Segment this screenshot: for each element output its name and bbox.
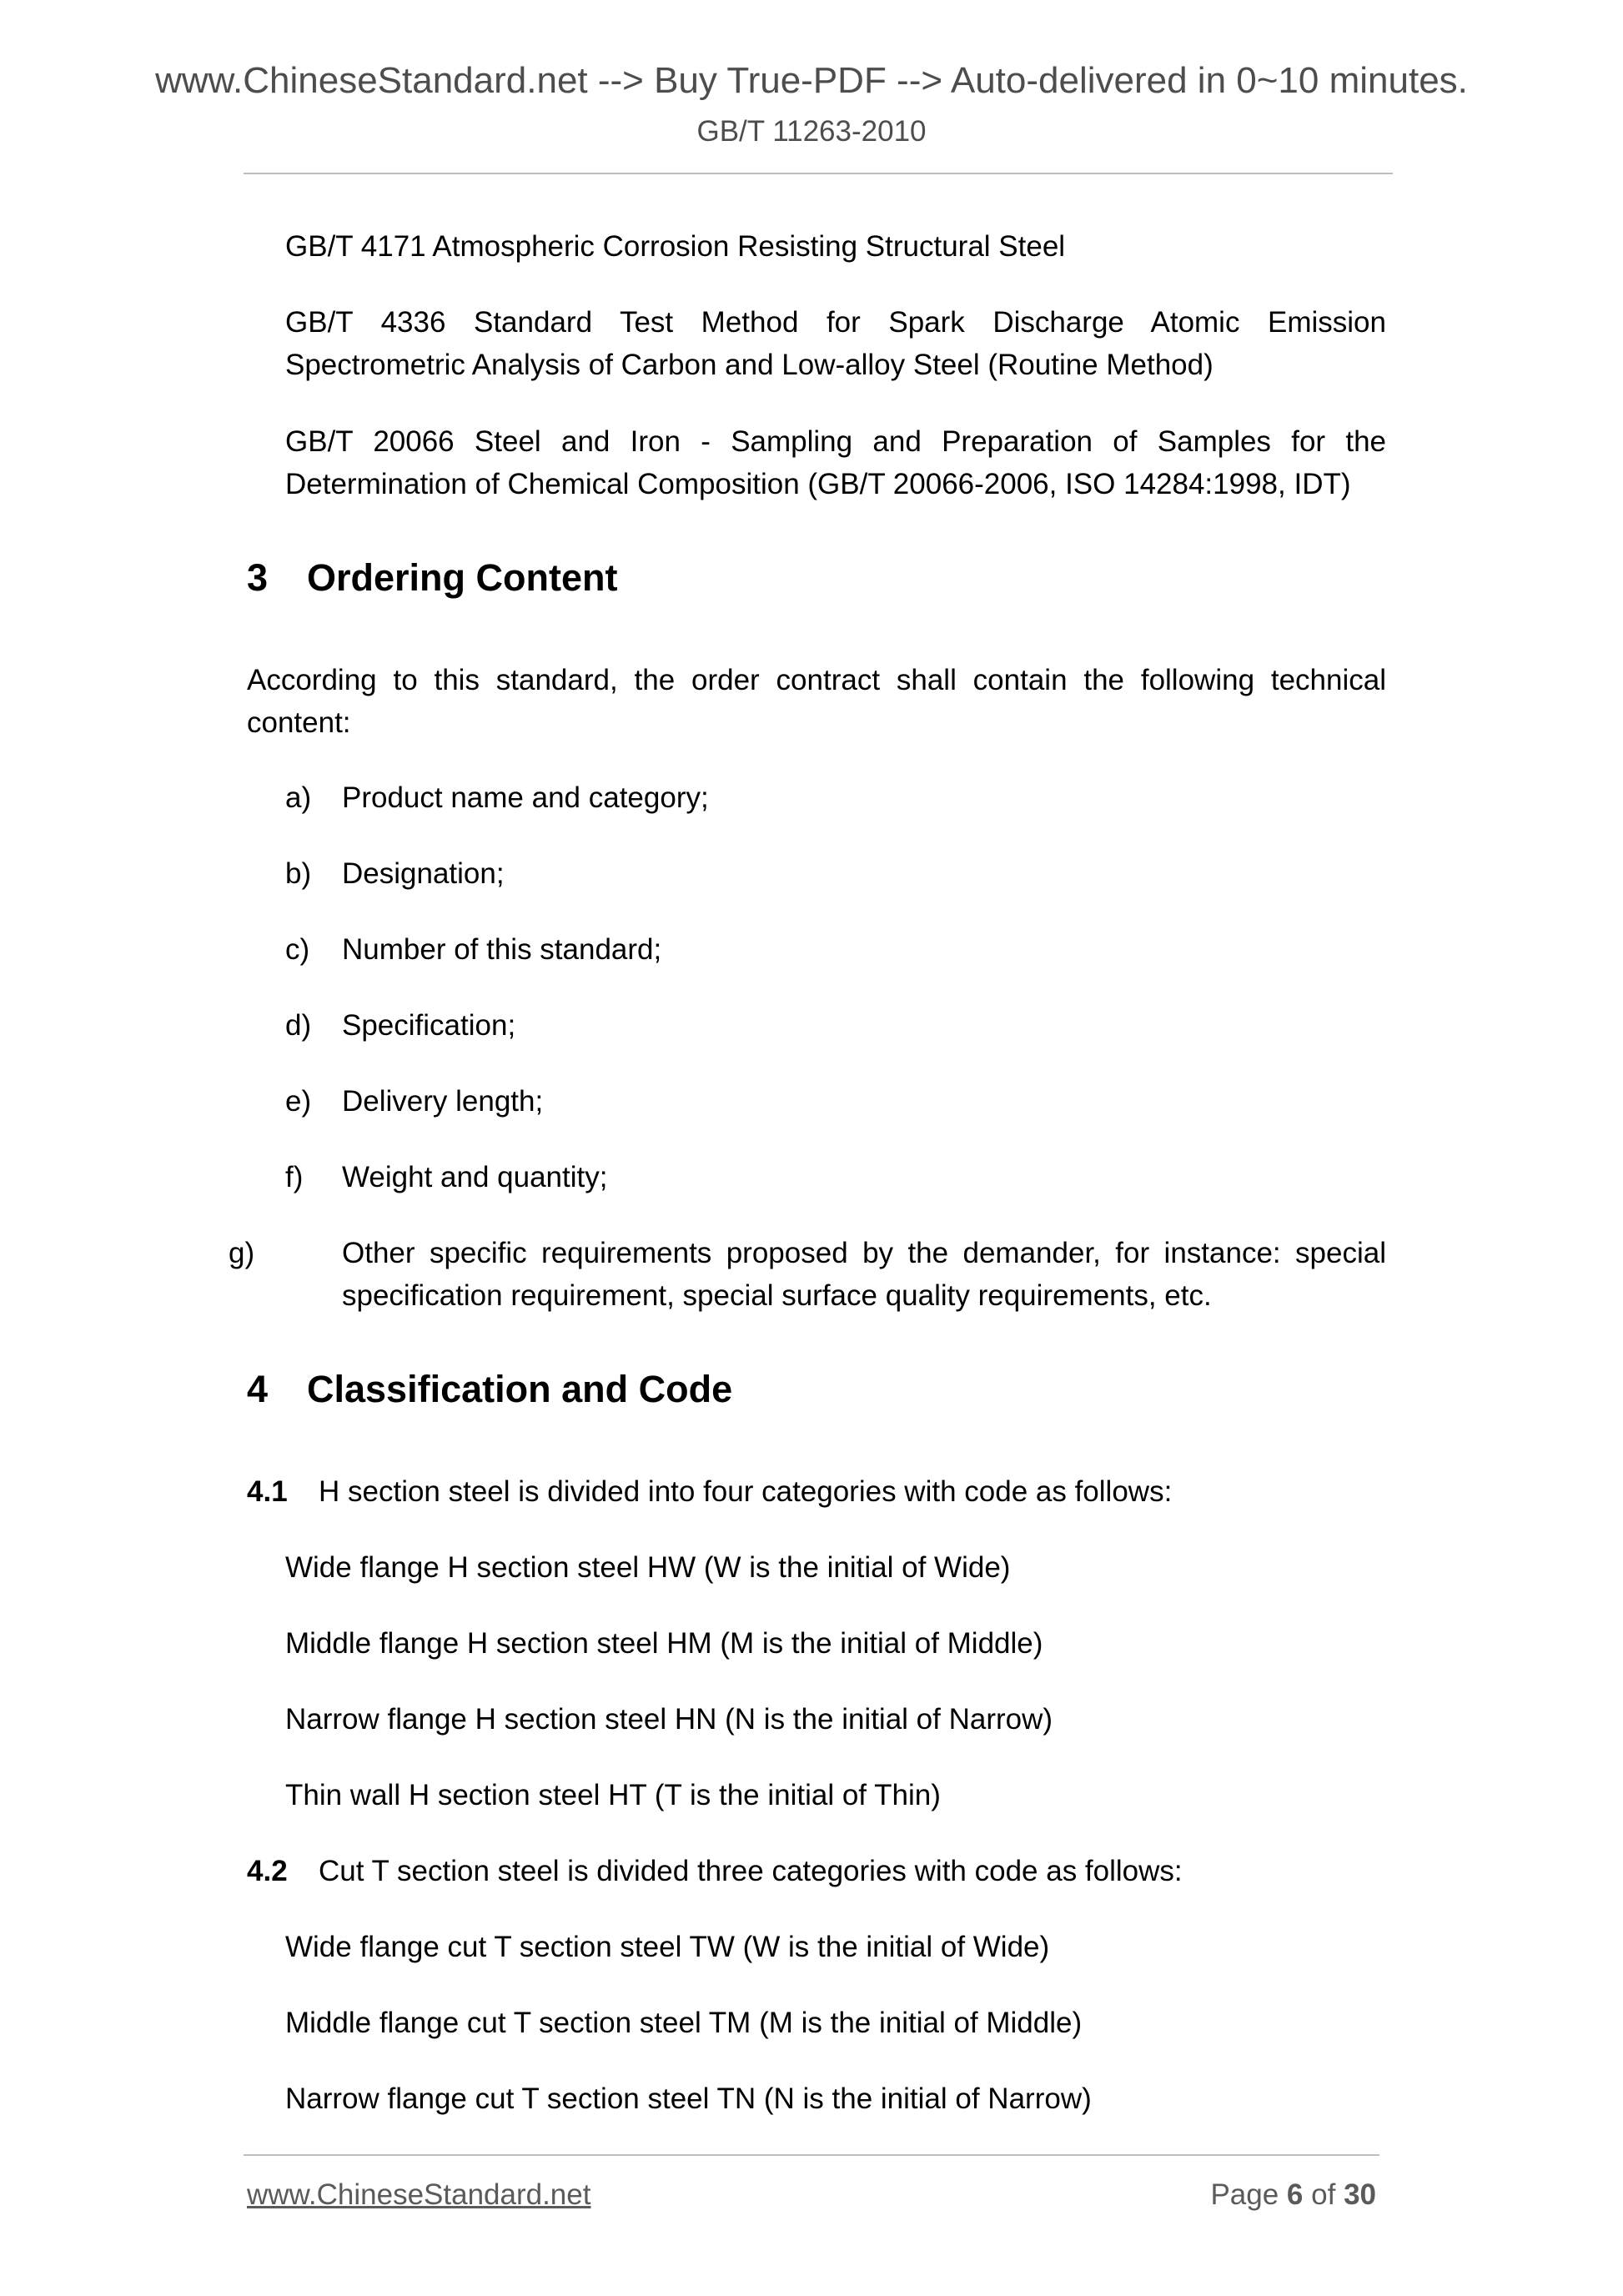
section-3-heading bbox=[247, 556, 617, 600]
footer-divider bbox=[244, 2154, 1379, 2156]
clause-4-1-number: 4.1 bbox=[247, 1475, 288, 1508]
list-item-label: d) bbox=[285, 1009, 312, 1042]
footer-site-link[interactable]: www.ChineseStandard.net bbox=[247, 2178, 591, 2211]
reference-gbt4336: GB/T 4336 Standard Test Method for Spark Discharge Atomic Emission Spectrometric Analysis of Carbon and Low-alloy Steel (Routine Method) bbox=[285, 306, 1386, 381]
page-total: 30 bbox=[1344, 2178, 1376, 2211]
list-item-label: f) bbox=[285, 1161, 304, 1193]
list-item-text: Weight and quantity; bbox=[342, 1161, 608, 1193]
code-line-hn: Narrow flange H section steel HN (N is the initial of Narrow) bbox=[285, 1703, 1053, 1736]
section-3-intro: According to this standard, the order contract shall contain the following technical content: bbox=[247, 664, 1386, 739]
list-item bbox=[285, 776, 1386, 819]
list-item-text: Product name and category; bbox=[342, 781, 709, 814]
list-item-text: Specification; bbox=[342, 1009, 516, 1042]
code-line-tm: Middle flange cut T section steel TM (M is the initial of Middle) bbox=[285, 2007, 1083, 2039]
page-indicator bbox=[1210, 2178, 1376, 2212]
list-item-label: a) bbox=[285, 781, 312, 814]
header-banner: www.ChineseStandard.net --> Buy True-PDF --> Auto-delivered in 0~10 minutes. bbox=[155, 60, 1468, 101]
code-line-ht: Thin wall H section steel HT (T is the initial of Thin) bbox=[285, 1779, 941, 1811]
list-item bbox=[285, 928, 1386, 971]
list-item bbox=[285, 1004, 1386, 1047]
standard-code: GB/T 11263-2010 bbox=[696, 115, 927, 148]
clause-4-2-number: 4.2 bbox=[247, 1855, 288, 1887]
list-item bbox=[229, 1232, 1386, 1317]
list-item bbox=[285, 852, 1386, 895]
code-line-tn: Narrow flange cut T section steel TN (N is the initial of Narrow) bbox=[285, 2082, 1092, 2115]
list-item bbox=[285, 1080, 1386, 1123]
list-item-label: b) bbox=[285, 857, 312, 890]
list-item-text: Designation; bbox=[342, 857, 505, 890]
page-of: of bbox=[1311, 2178, 1336, 2211]
code-line-hw: Wide flange H section steel HW (W is the initial of Wide) bbox=[285, 1551, 1011, 1584]
list-item bbox=[285, 1156, 1386, 1198]
section-4-heading bbox=[247, 1368, 732, 1411]
section-4-number: 4 bbox=[247, 1368, 269, 1410]
list-item-text: Delivery length; bbox=[342, 1085, 544, 1118]
header-divider bbox=[244, 173, 1393, 174]
clause-4-2 bbox=[247, 1850, 1183, 1892]
clause-4-1 bbox=[247, 1470, 1172, 1513]
clause-4-1-text: H section steel is divided into four categories with code as follows: bbox=[319, 1475, 1173, 1508]
page-prefix: Page bbox=[1210, 2178, 1279, 2211]
code-line-hm: Middle flange H section steel HM (M is the initial of Middle) bbox=[285, 1627, 1043, 1660]
list-item-text: Number of this standard; bbox=[342, 933, 662, 966]
list-item-label: c) bbox=[285, 933, 310, 966]
list-item-label: e) bbox=[285, 1085, 312, 1118]
code-line-tw: Wide flange cut T section steel TW (W is the initial of Wide) bbox=[285, 1931, 1050, 1963]
section-3-number: 3 bbox=[247, 556, 269, 599]
list-item-text: Other specific requirements proposed by the demander, for instance: special specification requirement, special surface quality requirements, etc. bbox=[342, 1237, 1386, 1312]
clause-4-2-text: Cut T section steel is divided three categories with code as follows: bbox=[319, 1855, 1183, 1887]
section-3-title: Ordering Content bbox=[307, 556, 618, 599]
list-item-label: g) bbox=[229, 1237, 255, 1269]
reference-gbt20066: GB/T 20066 Steel and Iron - Sampling and Preparation of Samples for the Determination of Chemical Composition (GB/T 20066-2006, ISO 14284:1998, IDT) bbox=[285, 425, 1386, 500]
page-number: 6 bbox=[1286, 2178, 1304, 2211]
section-4-title: Classification and Code bbox=[307, 1368, 733, 1410]
reference-gbt4171: GB/T 4171 Atmospheric Corrosion Resisting Structural Steel bbox=[285, 230, 1066, 263]
